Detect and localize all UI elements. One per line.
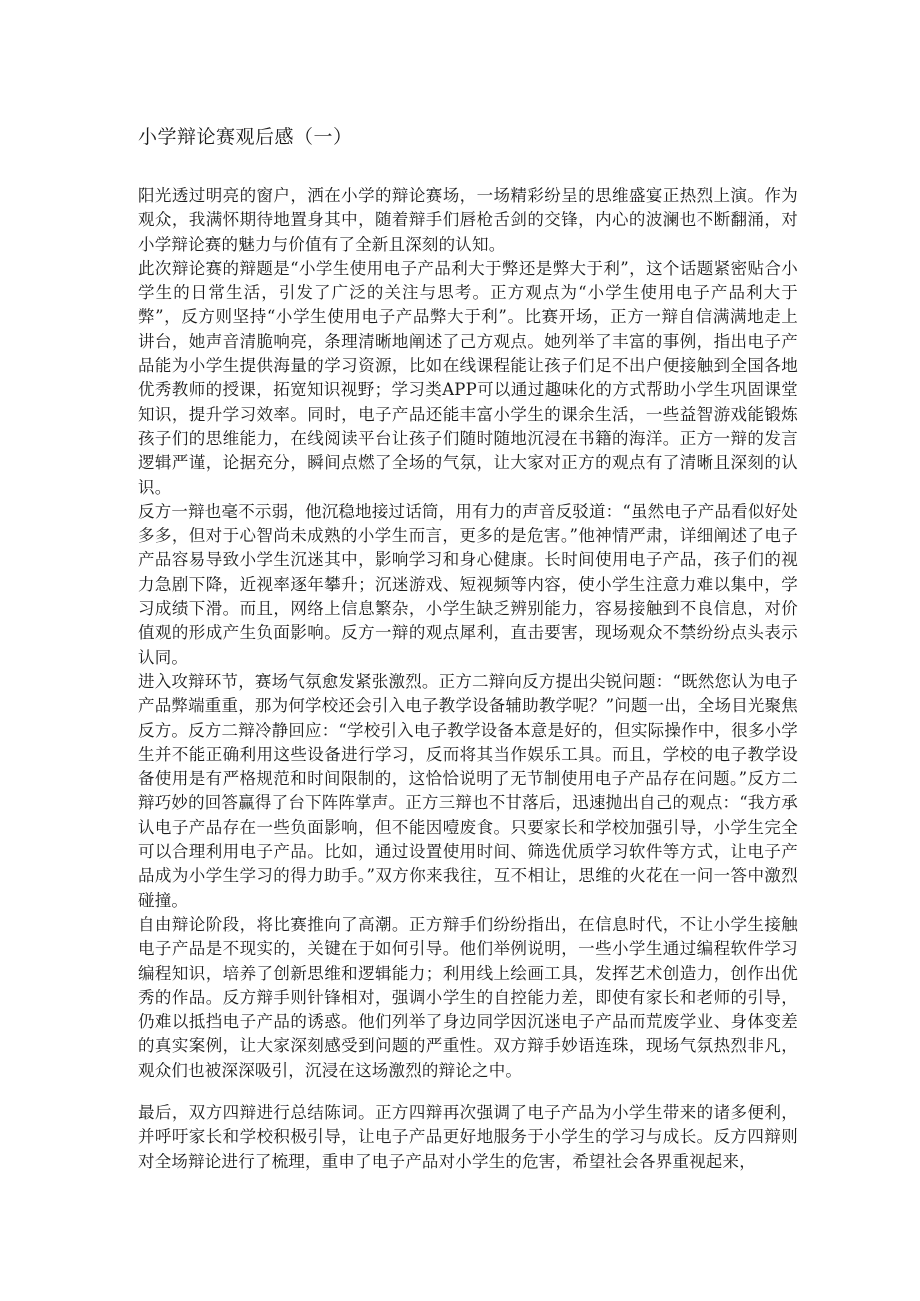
paragraph-topic-first-affirmative: 此次辩论赛的辩题是“小学生使用电子产品利大于弊还是弊大于利”，这个话题紧密贴合小学生的日常生活，引发了广泛的关注与思考。正方观点为“小学生使用电子产品利大于弊”，反方则坚持“小学生使用电子产品弊大于利”。比赛开场，正方一辩自信满满地走上讲台，她声音清脆响亮，条理清晰地阐述了己方观点。她列举了丰富的事例，指出电子产品能为小学生提供海量的学习资源，比如在线课程能让孩子们足不出户便接触到全国各地优秀教师的授课，拓宽知识视野；学习类APP可以通过趣味化的方式帮助小学生巩固课堂知识，提升学习效率。同时，电子产品还能丰富小学生的课余生活，一些益智游戏能锻炼孩子们的思维能力，在线阅读平台让孩子们随时随地沉浸在书籍的海洋。正方一辩的发言逻辑严谨，论据充分，瞬间点燃了全场的气氛，让大家对正方的观点有了清晰且深刻的认识。 xyxy=(138,258,798,497)
paragraph-first-negative: 反方一辩也毫不示弱，他沉稳地接过话筒，用有力的声音反驳道：“虽然电子产品看似好处多多，但对于心智尚未成熟的小学生而言，更多的是危害。”他神情严肃，详细阐述了电子产品容易导致小学生沉迷其中，影响学习和身心健康。长时间使用电子产品，孩子们的视力急剧下降，近视率逐年攀升；沉迷游戏、短视频等内容，使小学生注意力难以集中，学习成绩下滑。而且，网络上信息繁杂，小学生缺乏辨别能力，容易接触到不良信息，对价值观的形成产生负面影响。反方一辩的观点犀利，直击要害，现场观众不禁纷纷点头表示认同。 xyxy=(138,501,798,667)
paragraph-cross-examination: 进入攻辩环节，赛场气氛愈发紧张激烈。正方二辩向反方提出尖锐问题：“既然您认为电子产品弊端重重，那为何学校还会引入电子教学设备辅助教学呢？”问题一出，全场目光聚焦反方。反方二辩冷静回应：“学校引入电子教学设备本意是好的，但实际操作中，很多小学生并不能正确利用这些设备进行学习，反而将其当作娱乐工具。而且，学校的电子教学设备使用是有严格规范和时间限制的，这恰恰说明了无节制使用电子产品存在问题。”反方二辩巧妙的回答赢得了台下阵阵掌声。正方三辩也不甘落后，迅速抛出自己的观点：“我方承认电子产品存在一些负面影响，但不能因噎废食。只要家长和学校加强引导，小学生完全可以合理利用电子产品。比如，通过设置使用时间、筛选优质学习软件等方式，让电子产品成为小学生学习的得力助手。”双方你来我往，互不相让，思维的火花在一问一答中激烈碰撞。 xyxy=(138,671,798,910)
document-body xyxy=(138,122,798,1174)
document-title: 小学辩论赛观后感（一） xyxy=(138,126,353,148)
paragraph-closing-statements: 最后，双方四辩进行总结陈词。正方四辩再次强调了电子产品为小学生带来的诸多便利，并呼吁家长和学校积极引导，让电子产品更好地服务于小学生的学习与成长。反方四辩则对全场辩论进行了梳理，重申了电子产品对小学生的危害，希望社会各界重视起来， xyxy=(138,1102,798,1171)
paragraph-free-debate: 自由辩论阶段，将比赛推向了高潮。正方辩手们纷纷指出，在信息时代，不让小学生接触电子产品是不现实的，关键在于如何引导。他们举例说明，一些小学生通过编程软件学习编程知识，培养了创新思维和逻辑能力；利用线上绘画工具，发挥艺术创造力，创作出优秀的作品。反方辩手则针锋相对，强调小学生的自控能力差，即使有家长和老师的引导，仍难以抵挡电子产品的诱惑。他们列举了身边同学因沉迷电子产品而荒废学业、身体变差的真实案例，让大家深刻感受到问题的严重性。双方辩手妙语连珠，现场气氛热烈非凡，观众们也被深深吸引，沉浸在这场激烈的辩论之中。 xyxy=(138,914,798,1080)
paragraph-intro: 阳光透过明亮的窗户，洒在小学的辩论赛场，一场精彩纷呈的思维盛宴正热烈上演。作为观众，我满怀期待地置身其中，随着辩手们唇枪舌剑的交锋，内心的波澜也不断翻涌，对小学辩论赛的魅力与价值有了全新且深刻的认知。 xyxy=(138,186,798,254)
